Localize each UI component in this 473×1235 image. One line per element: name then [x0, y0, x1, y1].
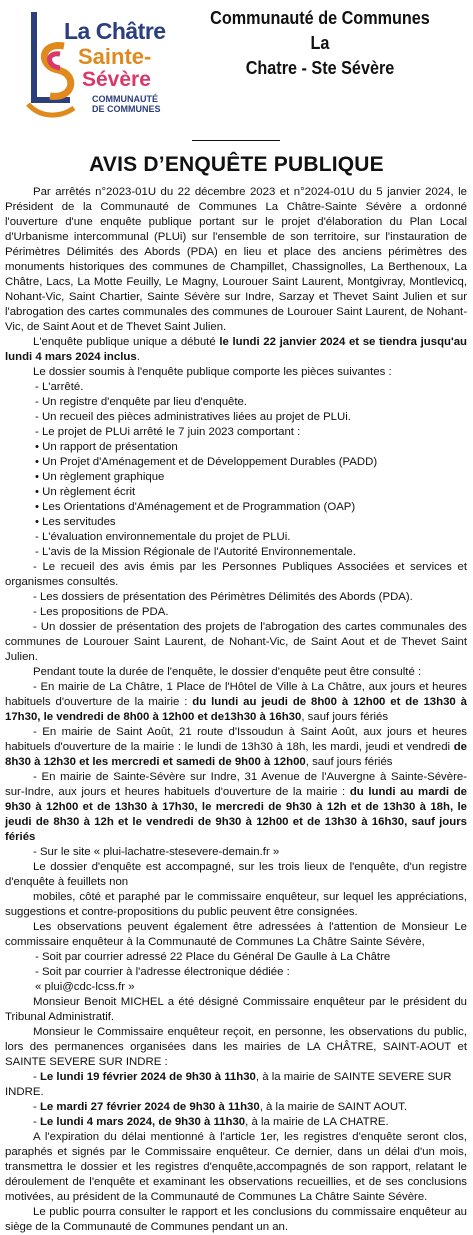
logo-text-4a: COMMUNAUTÉ — [92, 94, 158, 104]
dossier-list-continued — [5, 560, 467, 665]
dates-bold: le lundi 22 janvier 2024 et se tiendra jusqu'au lundi 4 mars 2024 inclus — [5, 336, 468, 363]
list-item: - Le recueil des avis émis par les Personnes Publiques Associées et services et organismes consultés. — [5, 561, 467, 588]
perm1-post: , à la mairie de SAINTE SEVERE SUR INDRE. — [5, 1071, 452, 1098]
perm2-pre: - — [33, 1101, 40, 1113]
lieu1-post: , sauf jours fériés — [301, 711, 389, 723]
lieu3-pre: - En mairie de Sainte-Sévère sur Indre, 31 Avenue de l'Auvergne à Sainte-Sévère-sur-Indre, aux jours et heures habituels d'ouverture de la mairie : — [5, 771, 467, 798]
perm2-post: , à la mairie de SAINT AOUT. — [259, 1101, 407, 1113]
permanence-3 — [5, 1115, 467, 1130]
list-item: - Un dossier de présentation des projets de l'abrogation des cartes communales des communes de Lourouer Saint Laurent, de Nohant-Vic, de Saint Aout et de Thevet Saint Julien. — [5, 621, 467, 663]
lieu1-pre: - En mairie de La Châtre, 1 Place de l'Hôtel de Ville à La Châtre, aux jours et heures habituels d'ouverture de la mairie : — [5, 681, 467, 708]
list-item: « plui@cdc-lcss.fr » — [35, 981, 135, 993]
registre-line-1: Le dossier d'enquête est accompagné, sur les trois lieux de l'enquête, d'un registre d'enquête à feuillets non — [5, 861, 467, 888]
list-item: • Un rapport de présentation — [35, 441, 178, 453]
courrier-list — [5, 950, 467, 995]
list-item: • Un Projet d'Aménagement et de Développement Durables (PADD) — [35, 456, 378, 468]
perm3-post: , à la mairie de LA CHATRE. — [245, 1116, 389, 1128]
organization-name — [203, 6, 437, 81]
list-item: - L'évaluation environnementale du projet de PLUi. — [35, 531, 291, 543]
list-item: • Les Orientations d'Aménagement et de Programmation (OAP) — [35, 501, 356, 513]
org-line-2: Chatre - Ste Sévère — [245, 58, 395, 78]
list-item: • Un règlement graphique — [35, 471, 165, 483]
list-item: - Les propositions de PDA. — [33, 606, 169, 618]
site-line: - Sur le site « plui-lachatre-stesevere-demain.fr » — [33, 846, 280, 858]
intro-paragraph: Par arrêtés n°2023-01U du 22 décembre 2023 et n°2024-01U du 5 janvier 2024, le Président de la Communauté de Communes La Châtre-Sainte Sévère a ordonné l'ouverture d'une enquête publique portant sur le projet d'élaboration du Plan Local d'Urbanisme intercommunal (PLUi) sur l'ensemble de son territoire, sur l'instauration de Périmètres Délimités des Abords (PDA) en lieu et place des anciens périmètres des monuments historiques des communes de Champillet, Chassignolles, La Berthenoux, La Châtre, Lacs, La Motte Feuilly, Le Magny, Lourouer Saint Laurent, Montgivray, Montlevicq, Nohant-Vic, Saint Chartier, Sainte Sévère sur Indre, Sarzay et Thevet Saint Julien et sur l'abrogation des cartes communales des communes de Lourouer Saint Laurent, de Nohant-Vic, de Saint Aout et de Thevet Saint Julien. — [5, 186, 467, 333]
list-item: - Le projet de PLUi arrêté le 7 juin 2023 comportant : — [35, 426, 301, 438]
expiration-paragraph: A l'expiration du délai mentionné à l'article 1er, les registres d'enquête seront clos, paraphés et signés par le Commissaire enquêteur. Ce dernier, dans un délai d'un mois, transmettra le dossier et les registres d'enquête,accompagnés de son rapport, relatant le déroulement de l'enquête et examinant les observations recueillies, et de ses conclusions motivées, au président de la Communauté de Communes La Châtre Sainte Sévère. — [5, 1131, 467, 1203]
registre-line-2: mobiles, côté et paraphé par le commissaire enquêteur, sur lequel les appréciations, suggestions et contre-propositions du public peuvent être consignées. — [5, 891, 467, 918]
dates-pre: L'enquête publique unique a débuté — [33, 336, 220, 348]
org-line-1: Communauté de Communes La — [210, 8, 430, 53]
lieu-la-chatre — [5, 680, 467, 725]
logo-text-1: La Châtre — [64, 18, 166, 44]
perm3-pre: - — [33, 1116, 40, 1128]
list-item: - L'avis de la Mission Régionale de l'Autorité Environnementale. — [35, 546, 356, 558]
header — [0, 0, 473, 130]
lieu-saint-aout — [5, 725, 467, 770]
courrier-intro: Les observations peuvent également être adressées à l'attention de Monsieur Le commissaire enquêteur à la Communauté de Communes La Châtre Sainte Sévère, — [5, 921, 467, 948]
list-item: - Soit par courrier à l'adresse électronique dédiée : — [35, 966, 290, 978]
dossier-intro: Le dossier soumis à l'enquête publique comporte les pièces suivantes : — [33, 366, 392, 378]
public-paragraph: Le public pourra consulter le rapport et les conclusions du commissaire enquêteur au siège de la Communauté de Communes pendant un an. — [5, 1206, 467, 1233]
lieu2-pre: - En mairie de Saint Août, 21 route d'Issoudun à Saint Août, aux jours et heures habituels d'ouverture de la mairie : le lundi de 13h30 à 18h, les mardi, jeudi et vendredi — [5, 726, 467, 753]
logo-text-4 — [92, 94, 161, 114]
list-item: • Un règlement écrit — [35, 486, 136, 498]
list-item: • Les servitudes — [35, 516, 116, 528]
logo-text-3: Sévère — [82, 68, 151, 91]
dossier-list — [5, 380, 467, 560]
permanence-1 — [5, 1070, 467, 1100]
lieu2-post: , sauf jours fériés — [305, 756, 393, 768]
list-item: - Soit par courrier adressé 22 Place du Général De Gaulle à La Châtre — [35, 951, 391, 963]
consult-intro: Pendant toute la durée de l'enquête, le dossier d'enquête peut être consulté : — [33, 666, 422, 678]
perm1-pre: - — [33, 1071, 40, 1083]
lieu3-bold: du lundi au mardi de 9h30 à 12h00 et de 13h30 à 17h30, le mercredi de 9h30 à 12h et de 13h30 à 18h, le jeudi de 8h30 à 12h et le vendredi de 9h30 à 12h00 et de 13h30 à 16h30, sauf jours fériés — [5, 786, 467, 843]
logo-text-2: Sainte- — [78, 44, 152, 69]
dates-paragraph — [5, 335, 467, 365]
notice-body — [5, 185, 467, 1235]
lieu2-bold: de 8h30 à 12h30 et les mercredi et samedi de 9h00 à 12h00 — [5, 741, 467, 768]
perm1-bold: Le lundi 19 février 2024 de 9h30 à 11h30 — [39, 1071, 256, 1083]
list-item: - Les dossiers de présentation des Périmètres Délimités des Abords (PDA). — [33, 591, 413, 603]
lieu-sainte-severe — [5, 770, 467, 845]
list-item: - Un registre d'enquête par lieu d'enquête. — [35, 396, 248, 408]
notice-title: AVIS D’ENQUÊTE PUBLIQUE — [89, 153, 384, 176]
commissaire-paragraph: Monsieur Benoit MICHEL a été désigné Commissaire enquêteur par le président du Tribunal Administratif. — [5, 996, 467, 1023]
perm2-bold: Le mardi 27 février 2024 de 9h30 à 11h30 — [39, 1101, 260, 1113]
lieu1-bold: du lundi au jeudi de 8h00 à 12h00 et de 13h30 à 17h30, le vendredi de 8h00 à 12h00 et de13h30 à 16h30 — [5, 696, 467, 723]
list-item: - Un recueil des pièces administratives liées au projet de PLUi. — [35, 411, 351, 423]
divider — [192, 140, 280, 141]
perm3-bold: Le lundi 4 mars 2024, de 9h30 à 11h30 — [39, 1116, 246, 1128]
dates-post: . — [136, 351, 140, 363]
cdc-logo — [20, 8, 170, 123]
logo-text-4b: DE COMMUNES — [92, 104, 161, 114]
list-item: - L'arrêté. — [35, 381, 84, 393]
permanences-intro: Monsieur le Commissaire enquêteur reçoit, en personne, les observations du public, lors des permanences organisées dans les mairies de LA CHÂTRE, SAINT-AOUT et SAINTE SEVERE SUR INDRE : — [5, 1026, 467, 1068]
permanence-2 — [5, 1100, 467, 1115]
